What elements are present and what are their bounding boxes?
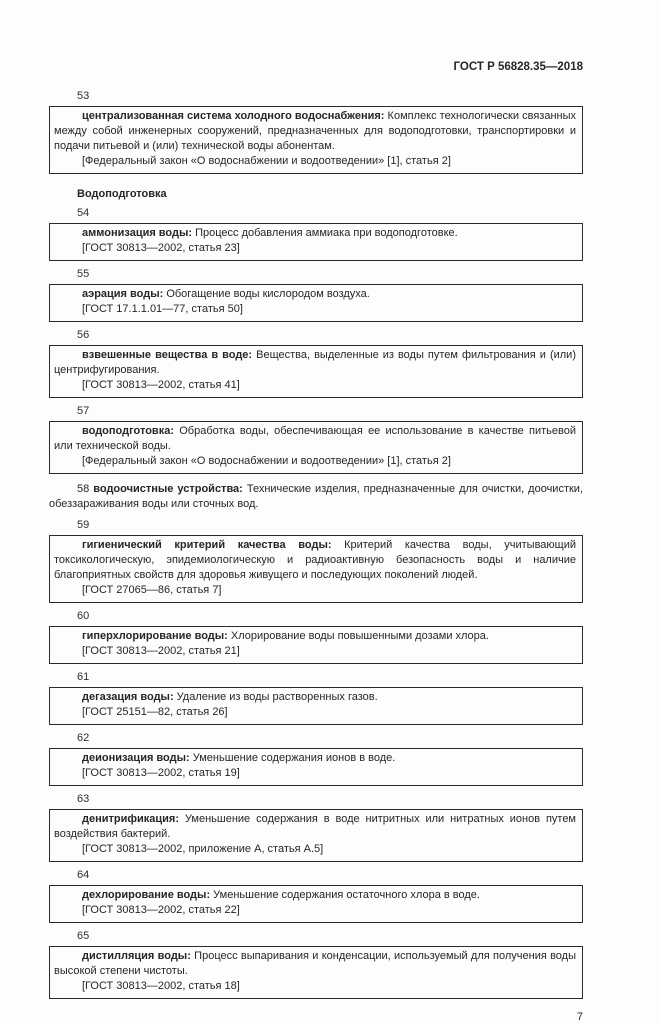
term-source: [Федеральный закон «О водоснабжении и водоотведении» [1], статья 2] (82, 455, 451, 467)
section-heading: Водоподготовка (77, 188, 167, 200)
term-source: [ГОСТ 25151—82, статья 26] (82, 706, 228, 718)
term-number: 62 (77, 732, 90, 744)
term-box (49, 687, 583, 725)
term-number: 57 (77, 405, 90, 417)
term-title: дистилляция воды: (82, 950, 191, 962)
term-definition: Уменьшение содержания в воде нитритных или нитратных ионов путем воздействия бактерий. (54, 813, 576, 840)
document-header: ГОСТ Р 56828.35—2018 (453, 61, 583, 73)
term-source: [ГОСТ 30813—2002, статья 21] (82, 645, 240, 657)
term-box (49, 885, 583, 923)
term-box (49, 421, 583, 474)
term-entry (49, 329, 583, 398)
term-entry (49, 519, 583, 603)
term-source: [ГОСТ 17.1.1.01—77, статья 50] (82, 303, 243, 315)
term-title: водоподготовка: (82, 425, 174, 437)
term-source: [ГОСТ 30813—2002, статья 23] (82, 242, 240, 254)
term-definition: Уменьшение содержания ионов в воде. (192, 752, 396, 764)
term-box (49, 345, 583, 398)
term-number: 53 (77, 90, 90, 102)
term-number: 56 (77, 329, 90, 341)
term-entry (49, 207, 583, 261)
term-title: аэрация воды: (82, 288, 164, 300)
term-source: [ГОСТ 27065—86, статья 7] (82, 584, 222, 596)
page-number: 7 (576, 1011, 583, 1023)
term-title: аммонизация воды: (82, 227, 193, 239)
term-source: [Федеральный закон «О водоснабжении и водоотведении» [1], статья 2] (82, 155, 451, 167)
term-title: гиперхлорирование воды: (82, 630, 228, 642)
term-source: [ГОСТ 30813—2002, статья 19] (82, 767, 240, 779)
term-entry (49, 671, 583, 725)
term-box (49, 748, 583, 786)
term-definition: Хлорирование воды повышенными дозами хлора. (230, 630, 489, 642)
term-definition: Обогащение воды кислородом воздуха. (166, 288, 370, 300)
term-title: деионизация воды: (82, 752, 190, 764)
term-number: 63 (77, 793, 90, 805)
term-definition: Технические изделия, предназначенные для очистки, доочистки, обеззараживания воды или сточных вод. (49, 483, 584, 510)
term-title: дехлорирование воды: (82, 889, 211, 901)
term-number: 60 (77, 610, 90, 622)
term-box (49, 946, 583, 999)
term-title: централизованная система холодного водоснабжения: (82, 110, 385, 122)
term-box (49, 809, 583, 862)
term-number: 61 (77, 671, 90, 683)
term-source: [ГОСТ 30813—2002, статья 41] (82, 379, 240, 391)
term-box (49, 106, 583, 174)
term-title: дегазация воды: (82, 691, 174, 703)
term-entry (49, 90, 583, 174)
term-definition: Удаление из воды растворенных газов. (176, 691, 378, 703)
term-entry (49, 732, 583, 786)
term-definition: Критерий качества воды, учитывающий токсикологическую, эпидемиологическую и радиоактивную безопасность воды и наличие благоприятных свойств для здоровья живущего и последующих поколений людей. (54, 539, 576, 581)
term-number: 54 (77, 207, 90, 219)
term-box (49, 284, 583, 322)
term-number: 55 (77, 268, 90, 280)
term-entry (49, 930, 583, 999)
term-source: [ГОСТ 30813—2002, статья 18] (82, 980, 240, 992)
term-box (49, 223, 583, 261)
term-definition: Процесс выпаривания и конденсации, используемый для получения воды высокой степени чистоты. (54, 950, 576, 977)
term-number: 58 (77, 483, 90, 495)
term-number: 59 (77, 519, 90, 531)
term-entry (49, 268, 583, 322)
term-definition: Уменьшение содержания остаточного хлора в воде. (213, 889, 480, 901)
term-source: [ГОСТ 30813—2002, статья 22] (82, 904, 240, 916)
term-number: 64 (77, 869, 90, 881)
term-entry (49, 793, 583, 862)
term-entry (49, 869, 583, 923)
term-box (49, 626, 583, 664)
term-box (49, 535, 583, 603)
term-title: водоочистные устройства: (93, 483, 243, 495)
term-number: 65 (77, 930, 90, 942)
term-entry (49, 610, 583, 664)
term-source: [ГОСТ 30813—2002, приложение А, статья А.5] (82, 843, 324, 855)
term-entry (49, 405, 583, 474)
term-title: денитрификация: (82, 813, 179, 825)
term-title: гигиенический критерий качества воды: (82, 539, 332, 551)
term-definition: Обработка воды, обеспечивающая ее использование в качестве питьевой или технической воды. (54, 425, 576, 452)
term-definition: Вещества, выделенные из воды путем фильтрования и (или) центрифугирования. (54, 349, 576, 376)
term-definition: Комплекс технологически связанных между собой инженерных сооружений, предназначенных для водоподготовки, транспортировки и подачи питьевой и (или) технической воды абонентам. (54, 110, 576, 152)
term-title: взвешенные вещества в воде: (82, 349, 253, 361)
term-definition: Процесс добавления аммиака при водоподготовке. (195, 227, 458, 239)
term-entry-plain (49, 482, 583, 512)
